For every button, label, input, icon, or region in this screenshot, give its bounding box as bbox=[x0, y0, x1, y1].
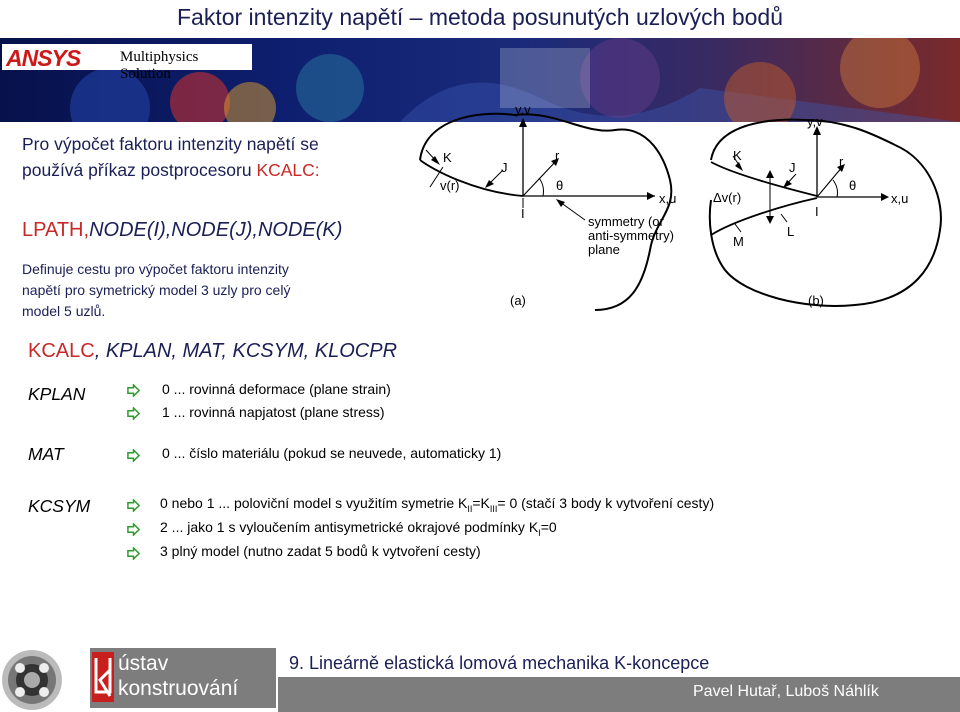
kcsym-item-2: 3 plný model (nutno zadat 5 bodů k vytvoření cesty) bbox=[160, 543, 481, 559]
kplan-item-1: 1 ... rovinná napjatost (plane stress) bbox=[162, 404, 385, 420]
crack-tip-figure bbox=[415, 100, 960, 315]
definition-line-3: model 5 uzlů. bbox=[22, 303, 106, 319]
institute-name-line-1: ústav bbox=[118, 652, 169, 675]
figure-b-dvr: Δv(r) bbox=[713, 190, 742, 205]
kcalc-args: , KPLAN, MAT, KCSYM, KLOCPR bbox=[94, 340, 398, 362]
institute-name-line-2: konstruování bbox=[118, 677, 239, 700]
kcsym-item-0-sub-2: III bbox=[489, 503, 498, 514]
intro-text bbox=[22, 131, 320, 183]
figure-a-theta: θ bbox=[556, 178, 564, 193]
figure-b bbox=[710, 114, 941, 308]
figure-a-r: r bbox=[555, 148, 560, 163]
kplan-item-0: 0 ... rovinná deformace (plane strain) bbox=[162, 381, 391, 397]
kcsym-item-0-text-a: 0 nebo 1 ... poloviční model s využitím symetrie K bbox=[160, 495, 468, 511]
intro-kcalc-command: KCALC: bbox=[256, 160, 320, 180]
kplan-label: KPLAN bbox=[28, 384, 86, 404]
figure-b-axis-y-label: y,v bbox=[807, 114, 823, 129]
figure-b-theta: θ bbox=[849, 178, 857, 193]
figure-a-caption: (a) bbox=[510, 293, 526, 308]
figure-b-node-k: K bbox=[733, 148, 742, 163]
wire-rope-logo bbox=[0, 648, 64, 712]
kcsym-item-1-text-a: 2 ... jako 1 s vyloučením antisymetrické okrajové podmínky K bbox=[160, 519, 539, 535]
figure-a-node-k: K bbox=[443, 150, 452, 165]
kcsym-item-1-text-c: =0 bbox=[540, 519, 557, 535]
arrow-icon bbox=[127, 523, 140, 536]
figure-b-node-i: I bbox=[815, 204, 819, 219]
ansys-logo bbox=[2, 44, 252, 82]
kcsym-label: KCSYM bbox=[28, 496, 91, 516]
ansys-logo-subtitle: Multiphysics Solution bbox=[120, 49, 199, 82]
figure-a-axis-x-label: x,u bbox=[659, 191, 677, 206]
figure-b-node-l: L bbox=[787, 224, 795, 239]
figure-a bbox=[420, 102, 676, 310]
figure-b-r: r bbox=[839, 154, 844, 169]
kcsym-item-0-text-c: = 0 (stačí 3 body k vytvoření cesty) bbox=[497, 495, 715, 511]
figure-a-node-i: I bbox=[521, 206, 525, 221]
intro-line-1: Pro výpočet faktoru intenzity napětí se bbox=[22, 134, 319, 154]
figure-b-node-m: M bbox=[733, 234, 744, 249]
kcsym-item-1 bbox=[160, 519, 557, 538]
figure-a-sym-line-3: plane bbox=[588, 242, 620, 257]
uk-mark-icon bbox=[92, 652, 116, 702]
lpath-definition bbox=[22, 259, 290, 322]
lpath-name: LPATH, bbox=[22, 219, 90, 241]
kcsym-item-1-sub: I bbox=[538, 527, 541, 538]
definition-line-1: Definuje cestu pro výpočet faktoru intenzity bbox=[22, 261, 289, 277]
slide-title: Faktor intenzity napětí – metoda posunutých uzlových bodů bbox=[176, 4, 784, 30]
figure-b-caption: (b) bbox=[808, 293, 824, 308]
arrow-icon bbox=[127, 499, 140, 512]
kcsym-item-0-text-b: =K bbox=[472, 495, 490, 511]
figure-b-node-j: J bbox=[789, 160, 796, 175]
kcsym-item-0 bbox=[160, 495, 714, 514]
figure-a-sym-line-1: symmetry (or bbox=[588, 214, 664, 229]
lpath-command bbox=[22, 219, 342, 242]
mat-label: MAT bbox=[28, 444, 64, 464]
footer-authors: Pavel Hutař, Luboš Náhlík bbox=[693, 683, 879, 700]
kcalc-command bbox=[28, 340, 397, 363]
arrow-icon bbox=[127, 449, 140, 462]
figure-a-axis-y-label: y,v bbox=[515, 102, 531, 117]
arrow-icon bbox=[127, 407, 140, 420]
lpath-args: NODE(I),NODE(J),NODE(K) bbox=[89, 219, 343, 241]
figure-a-vr: v(r) bbox=[440, 178, 460, 193]
figure-b-axis-x-label: x,u bbox=[891, 191, 909, 206]
intro-line-2 bbox=[22, 157, 320, 183]
arrow-icon bbox=[127, 384, 140, 397]
ansys-logo-text: ANSYS bbox=[6, 45, 81, 71]
footer-course-title: 9. Lineárně elastická lomová mechanika K-koncepce bbox=[289, 653, 710, 673]
kcalc-name: KCALC bbox=[28, 340, 95, 362]
figure-a-node-j: J bbox=[501, 160, 508, 175]
intro-line-2-prefix: používá příkaz postprocesoru bbox=[22, 160, 257, 180]
figure-a-sym-line-2: anti-symmetry) bbox=[588, 228, 674, 243]
mat-item-0: 0 ... číslo materiálu (pokud se neuvede, automaticky 1) bbox=[162, 445, 502, 461]
arrow-icon bbox=[127, 547, 140, 560]
definition-line-2: napětí pro symetrický model 3 uzly pro celý bbox=[22, 282, 291, 298]
kcsym-item-0-sub-1: II bbox=[467, 503, 473, 514]
